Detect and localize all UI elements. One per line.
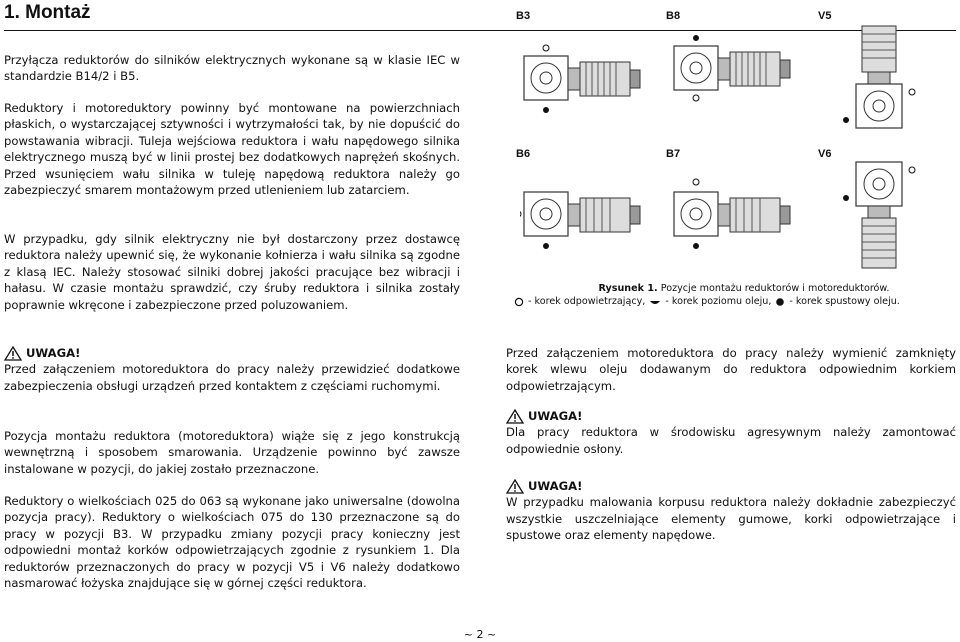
position-label-b6: B6	[516, 148, 531, 160]
drain-plug-icon	[775, 297, 785, 307]
caption-legend	[514, 295, 958, 308]
left-paragraph-5: Reduktory o wielkościach 025 do 063 są wykonane jako uniwersalne (dowolna pozycja pracy). Reduktory o wielkościach 075 do 130 przeznaczone są do pracy w pozycji B3. W przypadku zmiany pozycji pracy konieczny jest odpowiedni montaż korków odpowietrzających zgodnie z rysunkiem 1. Dla reduktorów przeznaczonych do pracy w pozycji V5 i V6 należy dodatkowo nasmarować łożyska znajdujące się w górnej części reduktora.	[4, 494, 460, 591]
warning-icon	[506, 479, 524, 494]
left-warning-text: Przed załączeniem motoreduktora do pracy należy przewidzieć dodatkowe zabezpieczenia obsługi urządzeń przed kontaktem z częściami ruchomymi.	[4, 362, 460, 393]
level-plug-icon	[649, 297, 661, 307]
position-label-b8: B8	[666, 10, 681, 22]
gearbox-b7-drawing	[670, 164, 805, 264]
left-warning-header	[4, 345, 460, 361]
right-paragraph-1: Przed załączeniem motoreduktora do pracy należy wymienić zamknięty korek wlewu oleju dodawanym do reduktora odpowiednim korkiem odpowietrzającym.	[506, 346, 956, 393]
gearbox-b8-drawing	[670, 26, 805, 126]
section-title: 1. Montaż	[4, 2, 91, 23]
gearbox-b6-drawing	[520, 164, 655, 264]
position-label-b3: B3	[516, 10, 531, 22]
left-paragraph-1: Przyłącza reduktorów do silników elektrycznych wykonane są w klasie IEC w standardzie B14/2 i B5.	[4, 53, 460, 84]
legend-drain-text: - korek spustowy oleju.	[789, 296, 900, 307]
legend-vent-text: - korek odpowietrzający,	[528, 296, 646, 307]
caption-label: Rysunek 1.	[598, 283, 658, 294]
position-label-v6: V6	[818, 148, 832, 160]
position-label-b7: B7	[666, 148, 681, 160]
left-warning-title: UWAGA!	[26, 346, 81, 360]
right-warning-1-text: Dla pracy reduktora w środowisku agresywnym należy zamontować odpowiednie osłony.	[506, 425, 956, 456]
left-paragraph-2: Reduktory i motoreduktory powinny być montowane na powierzchniach płaskich, o wystarczającej sztywności i wytrzymałości tak, by nie dopuścić do powstawania wibracji. Tuleja wejściowa reduktora i wału napędowego silnika elektrycznego muszą być w linii prostej bez dodatkowych naprężeń skośnych. Przed wsunięciem wału silnika w tuleję napędową reduktora należy go zabezpieczyć smarem montażowym przed utlenieniem lub zatarciem.	[4, 101, 460, 198]
right-warning-2-title: UWAGA!	[528, 479, 583, 493]
left-warning	[4, 345, 460, 394]
gearbox-v6-drawing	[822, 158, 947, 274]
figure-caption	[514, 282, 958, 308]
vent-plug-icon	[514, 297, 524, 307]
right-warning-2	[506, 478, 956, 544]
warning-icon	[506, 409, 524, 424]
warning-icon	[4, 346, 22, 361]
right-warning-1-title: UWAGA!	[528, 409, 583, 423]
left-paragraph-4: Pozycja montażu reduktora (motoreduktora) wiąże się z jego konstrukcją wewnętrzną i sposobem smarowania. Urządzenie powinno być zawsze instalowane w pozycji, do jakiej zostało przeznaczone.	[4, 429, 460, 476]
right-warning-1	[506, 408, 956, 457]
right-warning-2-header	[506, 478, 956, 494]
page-number: ~ 2 ~	[463, 628, 497, 641]
caption-text: Pozycje montażu reduktorów i motoreduktorów.	[660, 283, 890, 294]
gearbox-b3-drawing	[520, 26, 655, 126]
legend-level-text: - korek poziomu oleju,	[665, 296, 772, 307]
gearbox-v5-drawing	[822, 22, 947, 134]
mounting-positions-figure	[512, 8, 952, 278]
right-warning-1-header	[506, 408, 956, 424]
position-label-v5: V5	[818, 10, 832, 22]
caption-line	[514, 282, 958, 295]
left-paragraph-3: W przypadku, gdy silnik elektryczny nie był dostarczony przez dostawcę reduktora należy upewnić się, że wykonanie kołnierza i wału silnika są zgodne z klasą IEC. Należy stosować silniki dobrej jakości pracujące bez wibracji i hałasu. W czasie montażu sprawdzić, czy śruby reduktora i silnika zostały poprawnie wkręcone i zabezpieczone przed poluzowaniem.	[4, 232, 460, 312]
right-warning-2-text: W przypadku malowania korpusu reduktora należy dokładnie zabezpieczyć wszystkie uszczelniające elementy gumowe, korki odpowietrzające i spustowe oraz elementy napędowe.	[506, 495, 956, 543]
